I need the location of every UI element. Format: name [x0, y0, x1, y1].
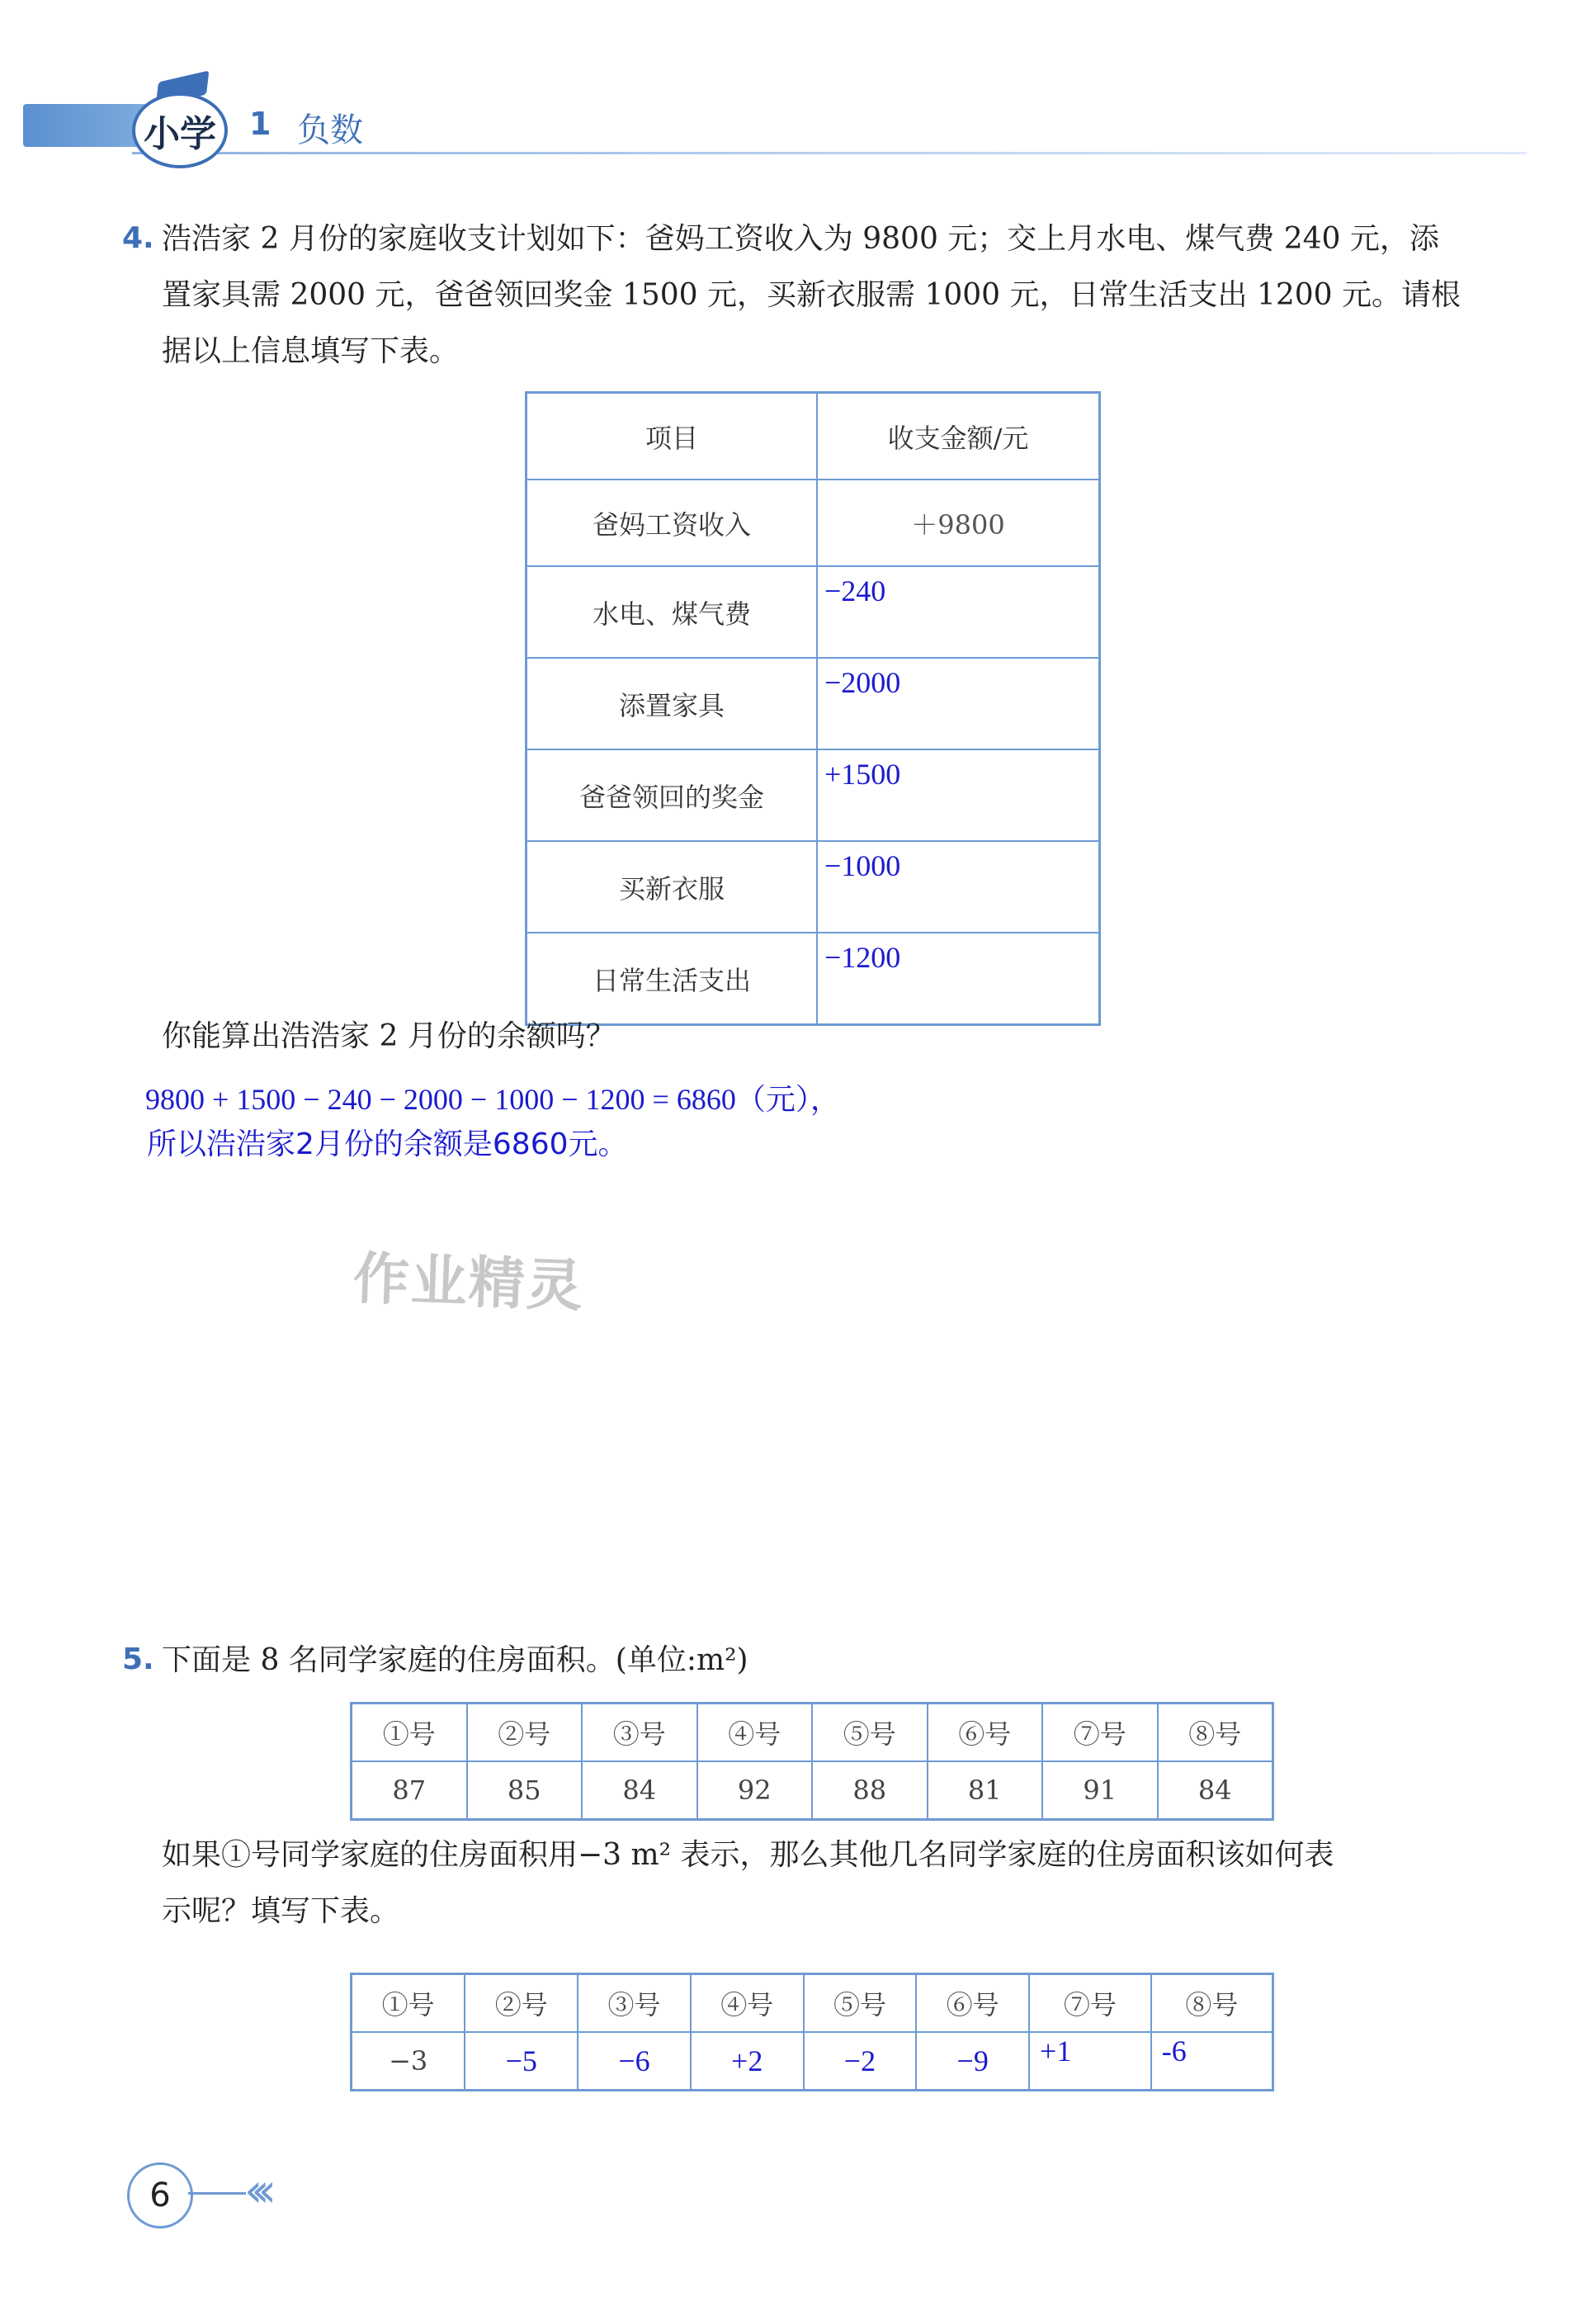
area-value: 87 — [352, 1761, 467, 1820]
area-value: 84 — [582, 1761, 697, 1820]
question-4-text — [162, 211, 1499, 380]
unit-title: 负数 — [297, 111, 363, 149]
row-item: 买新衣服 — [526, 841, 818, 933]
table-row — [526, 658, 1100, 749]
question-5-number: 5. — [122, 1642, 154, 1676]
relative-header-row — [352, 1974, 1273, 2033]
question-4-number: 4. — [122, 221, 154, 255]
student-label: ⑤号 — [804, 1974, 917, 2033]
chevron-left-icon: ‹‹‹ — [244, 2164, 266, 2218]
row-item: 爸妈工资收入 — [526, 480, 818, 566]
income-expense-table — [525, 391, 1101, 1026]
answer-cell[interactable]: -6 — [1151, 2032, 1273, 2091]
row-item: 水电、煤气费 — [526, 566, 818, 658]
area-value: 85 — [467, 1761, 583, 1820]
answer-conclusion: 所以浩浩家2月份的余额是6860元。 — [147, 1127, 628, 1161]
area-value: 92 — [697, 1761, 813, 1820]
table-row — [526, 749, 1100, 841]
row-amount: ＋9800 — [817, 480, 1100, 566]
page-number: 6 — [127, 2162, 193, 2228]
answer-cell[interactable]: −240 — [817, 566, 1100, 658]
grade-badge: 小学 — [132, 92, 228, 168]
student-label: ③号 — [582, 1704, 697, 1762]
answer-cell[interactable]: +2 — [691, 2032, 804, 2091]
question-4-line-1: 浩浩家 2 月份的家庭收支计划如下：爸妈工资收入为 9800 元；交上月水电、煤气费 240 元，添 — [162, 222, 1439, 256]
area-table — [350, 1702, 1274, 1821]
answer-equation: 9800 + 1500 − 240 − 2000 − 1000 − 1200 = 6860（元）， — [145, 1083, 840, 1116]
student-label: ②号 — [467, 1704, 583, 1762]
area-value-row — [352, 1761, 1273, 1820]
table-header-row — [526, 393, 1100, 480]
answer-cell[interactable]: −1200 — [817, 933, 1100, 1025]
student-label: ⑦号 — [1029, 1974, 1151, 2033]
student-label: ④号 — [691, 1974, 804, 2033]
area-value: 84 — [1158, 1761, 1273, 1820]
student-label: ⑥号 — [916, 1974, 1029, 2033]
area-value: 81 — [928, 1761, 1043, 1820]
relative-answer-row — [352, 2032, 1273, 2091]
question-5-intro: 下面是 8 名同学家庭的住房面积。(单位:m²) — [162, 1643, 748, 1677]
answer-cell[interactable]: −6 — [578, 2032, 691, 2091]
answer-cell[interactable]: +1500 — [817, 749, 1100, 841]
relative-area-table — [350, 1973, 1274, 2091]
table-row — [526, 566, 1100, 658]
area-value: 91 — [1042, 1761, 1158, 1820]
answer-cell[interactable]: −9 — [916, 2032, 1029, 2091]
header-rule — [132, 152, 1527, 154]
row-item: 日常生活支出 — [526, 933, 818, 1025]
answer-cell[interactable]: −2 — [804, 2032, 917, 2091]
area-value: 88 — [812, 1761, 928, 1820]
student-label: ⑥号 — [928, 1704, 1043, 1762]
row-item: 添置家具 — [526, 658, 818, 749]
student-label: ①号 — [352, 1704, 467, 1762]
header-item: 项目 — [526, 393, 818, 480]
unit-number: 1 — [249, 106, 272, 142]
student-label: ②号 — [465, 1974, 578, 2033]
student-label: ⑦号 — [1042, 1704, 1158, 1762]
student-label: ⑧号 — [1151, 1974, 1273, 2033]
student-label: ③号 — [578, 1974, 691, 2033]
table-row — [526, 841, 1100, 933]
question-4-line-3: 据以上信息填写下表。 — [162, 334, 460, 368]
question-5-text — [162, 1827, 1499, 1940]
student-label: ④号 — [697, 1704, 813, 1762]
student-label: ①号 — [352, 1974, 465, 2033]
row-item: 爸爸领回的奖金 — [526, 749, 818, 841]
answer-cell[interactable]: +1 — [1029, 2032, 1151, 2091]
table-row — [526, 480, 1100, 566]
answer-cell[interactable]: −1000 — [817, 841, 1100, 933]
given-value: −3 — [352, 2032, 465, 2091]
question-5-line-2: 示呢？填写下表。 — [162, 1894, 400, 1928]
page-number-rule — [188, 2192, 246, 2195]
student-label: ⑧号 — [1158, 1704, 1273, 1762]
watermark: 作业精灵 — [352, 1246, 586, 1320]
answer-cell[interactable]: −2000 — [817, 658, 1100, 749]
header-amount: 收支金额/元 — [817, 393, 1100, 480]
answer-cell[interactable]: −5 — [465, 2032, 578, 2091]
student-label: ⑤号 — [812, 1704, 928, 1762]
question-4-followup: 你能算出浩浩家 2 月份的余额吗？ — [162, 1019, 616, 1053]
area-header-row — [352, 1704, 1273, 1762]
question-5-line-1: 如果①号同学家庭的住房面积用−3 m² 表示，那么其他几名同学家庭的住房面积该如何表 — [162, 1838, 1334, 1872]
question-4-line-2: 置家具需 2000 元，爸爸领回奖金 1500 元，买新衣服需 1000 元，日常生活支出 1200 元。请根 — [162, 278, 1461, 312]
